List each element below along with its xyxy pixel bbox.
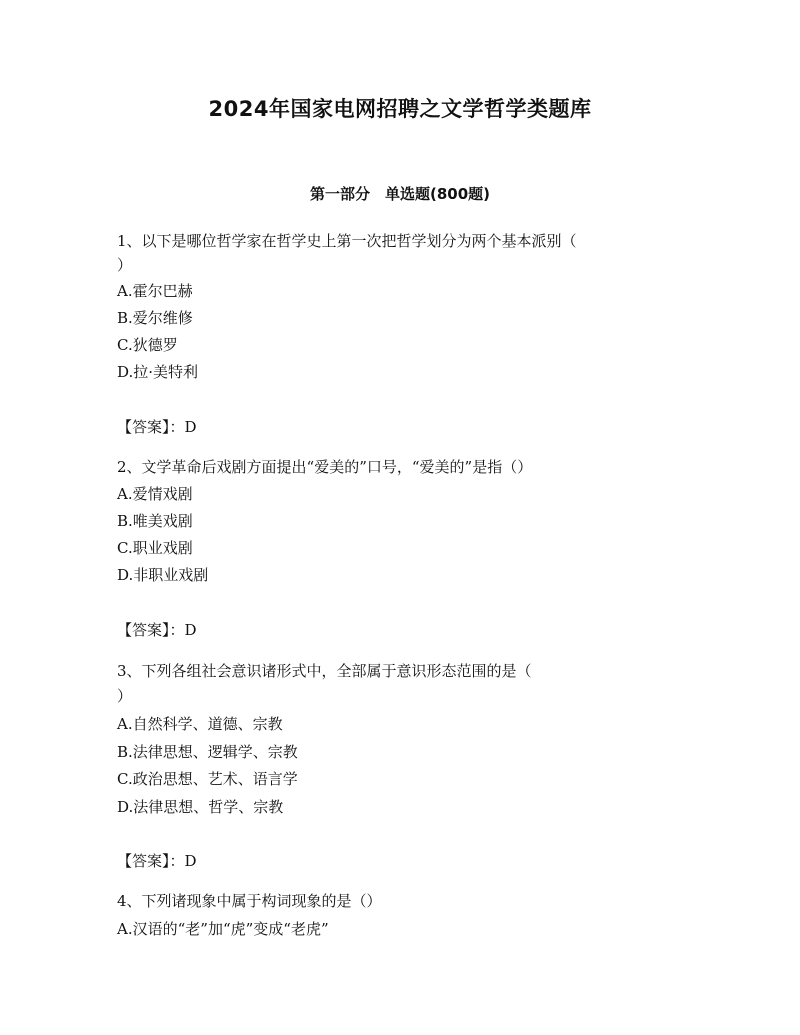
question-2-option-c: C.职业戏剧 (117, 539, 193, 557)
question-2-answer: 【答案】：D (117, 621, 197, 639)
question-3-answer: 【答案】：D (117, 852, 197, 870)
question-3-option-a: A.自然科学、道德、宗教 (117, 715, 283, 733)
question-4-option-a: A.汉语的“老”加“虎”变成“老虎” (117, 920, 329, 938)
question-3-option-d: D.法律思想、哲学、宗教 (117, 798, 284, 816)
document-title: 2024年国家电网招聘之文学哲学类题库 (208, 97, 592, 121)
question-4-stem: 4、下列诸现象中属于构词现象的是（） (117, 892, 382, 910)
question-2-option-d: D.非职业戏剧 (117, 566, 209, 584)
question-1-option-a: A.霍尔巴赫 (117, 282, 193, 300)
question-1-answer: 【答案】：D (117, 418, 197, 436)
question-3-stem: 3、下列各组社会意识诸形式中，全部属于意识形态范围的是（ (117, 662, 532, 680)
question-1-option-c: C.狄德罗 (117, 336, 178, 354)
question-2-option-b: B.唯美戏剧 (117, 512, 193, 530)
question-1-stem: 1、以下是哪位哲学家在哲学史上第一次把哲学划分为两个基本派别（ (117, 232, 577, 250)
question-3-option-c: C.政治思想、艺术、语言学 (117, 770, 298, 788)
question-3-stem-continued: ） (117, 687, 133, 705)
question-2-stem: 2、文学革命后戏剧方面提出“爱美的”口号，“爱美的”是指（） (117, 458, 533, 476)
question-1-stem-continued: ） (117, 256, 133, 274)
question-2-option-a: A.爱情戏剧 (117, 485, 193, 503)
question-1-option-d: D.拉·美特利 (117, 363, 199, 381)
question-1-option-b: B.爱尔维修 (117, 309, 193, 327)
section-title: 第一部分 单选题(800题) (309, 185, 491, 203)
question-3-option-b: B.法律思想、逻辑学、宗教 (117, 743, 298, 761)
